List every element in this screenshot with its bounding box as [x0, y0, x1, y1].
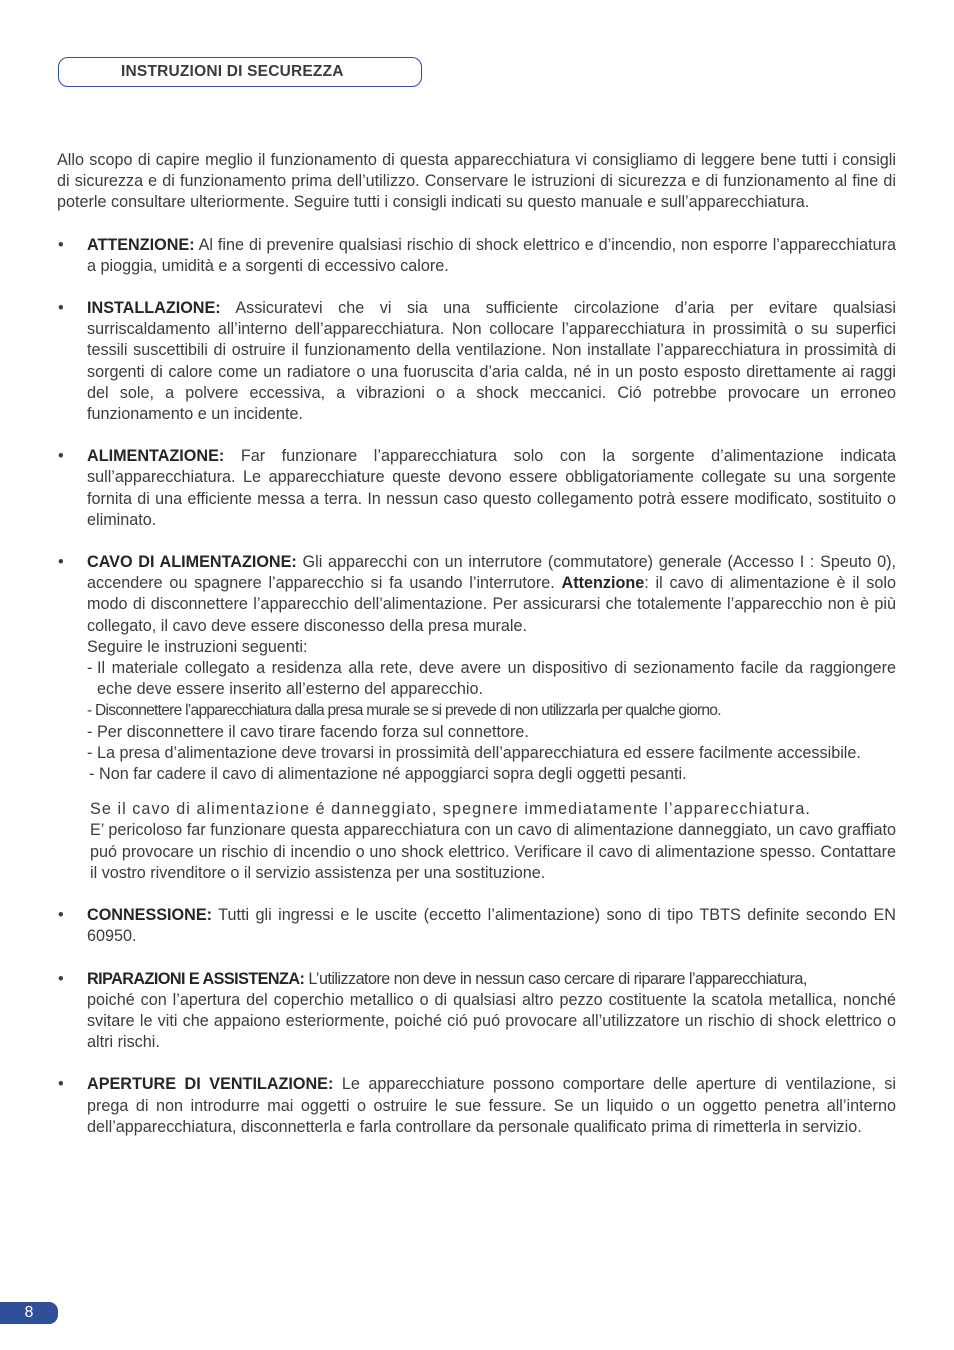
instruction-list-item [87, 722, 896, 743]
instruction-list-item [87, 658, 896, 700]
item-text [87, 969, 896, 1054]
bullet-icon: • [58, 553, 64, 572]
item-text [87, 552, 896, 637]
bullet-icon: • [58, 447, 64, 466]
warning-first-line: Se il cavo di alimentazione é danneggiato, spegnere immediatamente l’apparecchiatura. [90, 800, 811, 819]
instruction-text: Non far cadere il cavo di alimentazione né appoggiarci sopra degli oggetti pesanti. [99, 765, 687, 784]
item-body: Far funzionare l’apparecchiatura solo con la sorgente d’alimentazione indicata sull’apparecchiatura. Le apparecchiature queste devono essere obbligatoriamente collegate su una sorgente fornita di una efficiente messa a terra. In nessun caso questo collegamento potrà essere modificato, sostituito o eliminato. [87, 447, 896, 529]
instruction-text: Per disconnettere il cavo tirare facendo forza sul connettore. [97, 722, 529, 741]
dash-marker: - [89, 765, 95, 784]
item-text [87, 446, 896, 531]
item-text [87, 1074, 896, 1138]
item-first-line [87, 970, 807, 988]
bullet-icon: • [58, 299, 64, 318]
item-body-continued: : il cavo di alimentazione è il solo modo di disconnettere l’apparecchio dell’alimentazione. Per assicurarsi che totalemente l’apparecchio non è più collegato, il cavo deve essere disconesso della presa murale. [87, 574, 896, 635]
damaged-cable-warning [87, 799, 896, 884]
safety-item-cavo [57, 552, 896, 884]
dash-marker: - [87, 722, 93, 741]
instruction-text: Il materiale collegato a residenza alla rete, deve avere un dispositivo di sezionamento facile da raggiongere eche deve essere inserito all’esterno del apparecchio. [97, 659, 896, 699]
item-text [87, 298, 896, 425]
bullet-icon: • [58, 1075, 64, 1094]
warning-body: E’ pericoloso far funzionare questa apparecchiatura con un cavo di alimentazione danneggiato, un cavo graffiato puó provocare un rischio di incendio o uno shock elettrico. Verificare il cavo di alimentazione spesso. Contattare il vostro rivenditore o il servizio assistenza per una sostituzione. [90, 821, 896, 882]
safety-item-aperture [57, 1074, 896, 1138]
item-text [87, 905, 896, 947]
item-body: Assicuratevi che vi sia una sufficiente circolazione d’aria per evitare qualsiasi surriscaldamento all’interno dell’apparecchiatura. Non collocare l’apparecchiatura in prossimità o su superfici tessili suscettibili di ostruire il funzionamento della ventilazione. Non installate l’apparecchiatura in prossimità di sorgenti di calore come un radiatore o una fuoruscita d’aria calda, né in un posto esposto direttamente ai raggi del sole, a polvere eccessiva, a vibrazioni o a shock meccanici. Ció potrebbe provocare un erroneo funzionamento e un incidente. [87, 299, 896, 424]
safety-item-installazione [57, 298, 896, 425]
item-heading: ATTENZIONE: [87, 235, 195, 254]
bullet-icon: • [58, 906, 64, 925]
safety-item-attenzione [57, 235, 896, 277]
intro-paragraph: Allo scopo di capire meglio il funzionamento di questa apparecchiatura vi consigliamo di leggere bene tutti i consigli di sicurezza e di funzionamento prima dell’utilizzo. Conservare le istruzioni di sicurezza e di funzionamento al fine di poterle consultare ulteriormente. Seguire tutti i consigli indicati su questo manuale e sull’apparecchiatura. [57, 151, 896, 212]
instruction-list-item [87, 764, 896, 785]
item-heading: CONNESSIONE: [87, 906, 213, 925]
dash-marker: - [87, 743, 93, 762]
safety-item-alimentazione [57, 446, 896, 531]
item-body: L’utilizzatore non deve in nessun caso cercare di riparare l’apparecchiatura, [304, 969, 807, 988]
item-heading: CAVO DI ALIMENTAZIONE: [87, 553, 297, 572]
bullet-icon: • [58, 969, 64, 988]
section-title: INSTRUZIONI DI SECUREZZA [121, 63, 344, 80]
page-number: 8 [24, 1304, 34, 1321]
section-header-box [58, 57, 422, 87]
item-heading: INSTALLAZIONE: [87, 299, 221, 318]
attention-label: Attenzione [561, 574, 645, 593]
instruction-text: Disconnettere l’apparecchiatura dalla presa murale se si prevede di non utilizzarla per qualche giorno. [95, 702, 721, 720]
dash-marker: - [87, 659, 93, 678]
item-body-continued: poiché con l’apertura del coperchio metallico o di qualsiasi altro pezzo costituente la scatola metallica, nonché svitare le viti che appaiono esteriormente, poiché ció puó provocare all’utilizzatore un rischio di shock elettrico o altri rischi. [87, 990, 896, 1052]
item-body: Al fine di prevenire qualsiasi rischio di shock elettrico e d’incendio, non esporre l’apparecchiatura a pioggia, umidità e a sorgenti di eccessivo calore. [87, 235, 896, 275]
page-number-badge [0, 1302, 58, 1324]
item-body: Tutti gli ingressi e le uscite (eccetto l’alimentazione) sono di tipo TBTS definite secondo EN 60950. [87, 906, 896, 946]
follow-instructions: Seguire le instruzioni seguenti: [87, 637, 308, 656]
item-text [87, 235, 896, 277]
document-body [57, 150, 896, 1159]
item-body: Gli apparecchi con un interrutore (commutatore) generale (Accesso I : Speuto 0), accendere ou spagnere l’apparecchio si fa usando l’interrutore. [87, 553, 896, 593]
item-heading: RIPARAZIONI E ASSISTENZA: [87, 969, 305, 988]
bullet-icon: • [58, 235, 64, 254]
item-heading: ALIMENTAZIONE: [87, 447, 225, 466]
item-heading: APERTURE DI VENTILAZIONE: [87, 1075, 334, 1094]
dash-marker: - [87, 702, 92, 720]
safety-item-connessione [57, 905, 896, 947]
item-body: Le apparecchiature possono comportare delle aperture di ventilazione, si prega di non introdurre mai oggetti o ostruire le sue fessure. Se un liquido o un oggetto penetra all’interno dell’apparecchiatura, disconnetterla e farla controllare da personale qualificato prima di rimetterla in servizio. [87, 1075, 896, 1136]
instruction-text: La presa d’alimentazione deve trovarsi in prossimità dell’apparecchiatura ed essere facilmente accessibile. [97, 743, 861, 762]
instruction-list-item [87, 743, 896, 764]
safety-item-riparazioni [57, 969, 896, 1054]
instruction-list-item [87, 700, 896, 721]
